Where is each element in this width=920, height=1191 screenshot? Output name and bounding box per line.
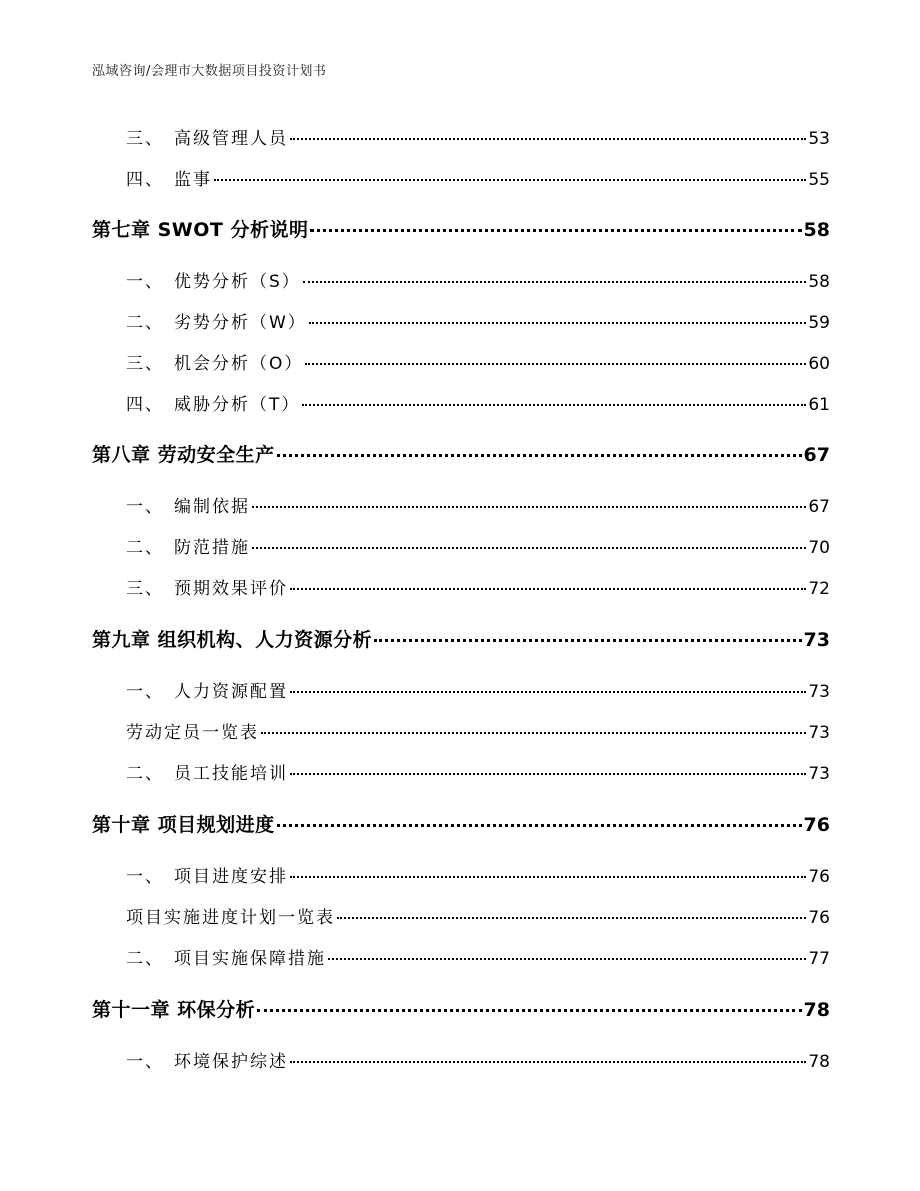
toc-entry-number: 三、 [126, 129, 164, 149]
toc-entry-number: 二、 [126, 949, 164, 969]
dot-leader [277, 454, 802, 457]
dot-leader [310, 229, 801, 232]
toc-entry[interactable] [92, 862, 830, 887]
toc-entry-title: 优势分析（S） [174, 272, 301, 292]
dot-leader [374, 639, 801, 642]
toc-entry[interactable] [92, 759, 830, 784]
toc-chapter-title: 第七章 SWOT 分析说明 [92, 219, 309, 241]
dot-leader [302, 404, 806, 406]
toc-entry-title: 项目进度安排 [174, 867, 288, 887]
toc-entry-title: 人力资源配置 [174, 682, 288, 702]
toc-entry-title: 预期效果评价 [174, 579, 288, 599]
toc-entry[interactable] [92, 390, 830, 415]
toc-chapter-entry[interactable] [92, 215, 830, 242]
toc-chapter-entry[interactable] [92, 625, 830, 652]
toc-entry[interactable] [92, 165, 830, 190]
toc-entry-number: 一、 [126, 272, 164, 292]
dot-leader [309, 322, 807, 324]
toc-entry-title: 项目实施进度计划一览表 [126, 908, 335, 928]
toc-entry-title: 编制依据 [174, 497, 250, 517]
toc-chapter-title: 第九章 组织机构、人力资源分析 [92, 629, 373, 651]
toc-entry[interactable] [92, 944, 830, 969]
dot-leader [303, 281, 807, 283]
dot-leader [290, 876, 806, 878]
toc-chapter-page: 58 [803, 219, 830, 241]
toc-entry-title: 员工技能培训 [174, 764, 288, 784]
toc-chapter-entry[interactable] [92, 810, 830, 837]
toc-entry[interactable] [92, 718, 830, 743]
running-header: 泓域咨询/会理市大数据项目投资计划书 [92, 64, 327, 79]
toc-entry-title: 威胁分析（T） [174, 395, 301, 415]
toc-entry[interactable] [92, 677, 830, 702]
dot-leader [290, 138, 806, 140]
toc-chapter-entry[interactable] [92, 440, 830, 467]
toc-entry-page: 76 [808, 867, 830, 887]
dot-leader [328, 958, 806, 960]
toc-entry-title: 机会分析（O） [174, 354, 304, 374]
toc-chapter-page: 73 [803, 629, 830, 651]
toc-entry[interactable] [92, 124, 830, 149]
toc-entry-page: 67 [808, 497, 830, 517]
toc-entry[interactable] [92, 1047, 830, 1072]
dot-leader [290, 588, 806, 590]
toc-entry-page: 60 [808, 354, 830, 374]
toc-entry[interactable] [92, 349, 830, 374]
toc-entry-title: 监事 [174, 170, 212, 190]
toc-entry-number: 一、 [126, 867, 164, 887]
toc-entry-page: 76 [808, 908, 830, 928]
toc-entry-number: 三、 [126, 354, 164, 374]
toc-entry-title: 高级管理人员 [174, 129, 288, 149]
toc-entry-number: 三、 [126, 579, 164, 599]
toc-entry-number: 二、 [126, 313, 164, 333]
toc-entry-number: 四、 [126, 395, 164, 415]
toc-entry-title: 劣势分析（W） [174, 313, 307, 333]
dot-leader [214, 179, 806, 181]
toc-chapter-page: 76 [803, 814, 830, 836]
toc-chapter-page: 67 [803, 444, 830, 466]
dot-leader [337, 917, 806, 919]
toc-entry-title: 劳动定员一览表 [126, 723, 259, 743]
dot-leader [257, 1009, 801, 1012]
toc-entry-page: 73 [808, 723, 830, 743]
toc-entry[interactable] [92, 308, 830, 333]
dot-leader [261, 732, 806, 734]
toc-chapter-page: 78 [803, 999, 830, 1021]
dot-leader [290, 773, 806, 775]
toc-entry-page: 55 [808, 170, 830, 190]
toc-entry-page: 58 [808, 272, 830, 292]
dot-leader [305, 363, 806, 365]
toc-entry-title: 项目实施保障措施 [174, 949, 326, 969]
toc-entry-page: 70 [808, 538, 830, 558]
toc-entry[interactable] [92, 533, 830, 558]
toc-entry[interactable] [92, 574, 830, 599]
toc-entry-page: 59 [808, 313, 830, 333]
toc-entry-number: 四、 [126, 170, 164, 190]
dot-leader [290, 691, 806, 693]
dot-leader [252, 547, 806, 549]
dot-leader [290, 1061, 806, 1063]
dot-leader [277, 824, 802, 827]
toc-entry[interactable] [92, 492, 830, 517]
toc-chapter-title: 第八章 劳动安全生产 [92, 444, 275, 466]
toc-entry-page: 61 [808, 395, 830, 415]
toc-entry-title: 环境保护综述 [174, 1052, 288, 1072]
dot-leader [252, 506, 806, 508]
toc-entry-number: 一、 [126, 682, 164, 702]
toc-entry-number: 二、 [126, 538, 164, 558]
toc-entry[interactable] [92, 267, 830, 292]
toc-entry-page: 53 [808, 129, 830, 149]
toc-chapter-title: 第十章 项目规划进度 [92, 814, 275, 836]
toc-chapter-title: 第十一章 环保分析 [92, 999, 256, 1021]
toc-entry-page: 78 [808, 1052, 830, 1072]
toc-entry-number: 二、 [126, 764, 164, 784]
toc-entry-page: 72 [808, 579, 830, 599]
toc-entry-page: 77 [808, 949, 830, 969]
toc-entry-page: 73 [808, 764, 830, 784]
toc-entry-number: 一、 [126, 497, 164, 517]
toc-chapter-entry[interactable] [92, 995, 830, 1022]
toc-entry-page: 73 [808, 682, 830, 702]
toc-entry-number: 一、 [126, 1052, 164, 1072]
toc-entry[interactable] [92, 903, 830, 928]
toc-entry-title: 防范措施 [174, 538, 250, 558]
